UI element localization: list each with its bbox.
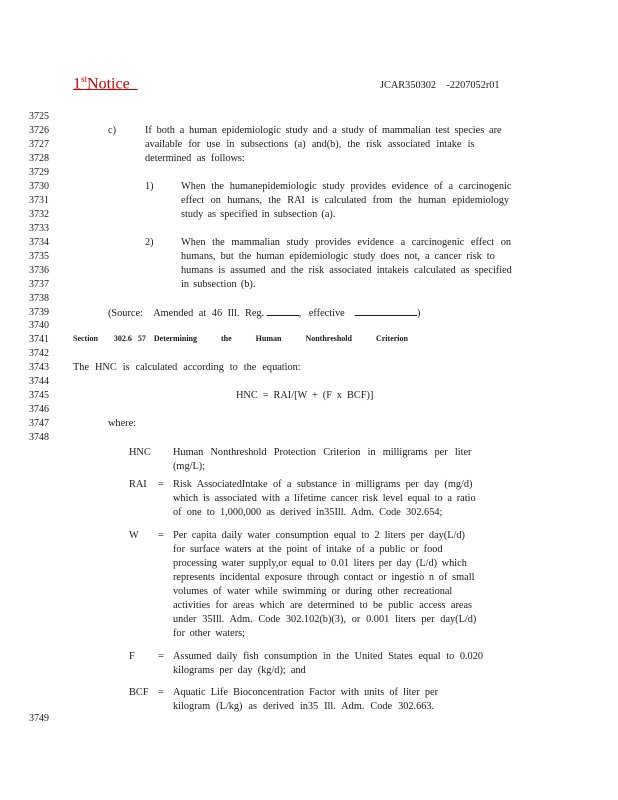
item-2-line: in subsection (b). bbox=[181, 279, 256, 290]
line-number: 3730 bbox=[29, 181, 49, 192]
line-number: 3740 bbox=[29, 320, 49, 331]
source-prefix: (Source: bbox=[108, 308, 143, 319]
doc-id bbox=[380, 79, 500, 92]
definition-line: Risk AssociatedIntake of a substance in milligrams per day (mg/d) bbox=[173, 479, 473, 490]
item-1-line: When the humanepidemiologic study provides evidence of a carcinogenic bbox=[181, 181, 512, 192]
source-note bbox=[108, 306, 420, 320]
source-suffix: ) bbox=[417, 308, 421, 319]
line-number: 3727 bbox=[29, 139, 49, 150]
definition-line: volumes of water while swimming or during other recreational bbox=[173, 586, 453, 597]
effective-date-blank bbox=[355, 306, 417, 316]
line-number: 3744 bbox=[29, 376, 49, 387]
line-number: 3737 bbox=[29, 279, 49, 290]
section-number-suffix: 57 bbox=[137, 334, 146, 343]
definition-line: Human Nonthreshold Protection Criterion in milligrams per liter bbox=[173, 447, 472, 458]
notice-title bbox=[73, 74, 138, 93]
definition-line: processing water supply,or equal to 0.01 liters per day (L/d) which bbox=[173, 558, 467, 569]
definition-term: F bbox=[129, 651, 135, 662]
subsection-c-line: determined as follows: bbox=[145, 153, 245, 164]
section-title: Determining the Human Nonthreshold Criterion bbox=[153, 334, 408, 343]
source-amended: Amended at 46 Ill. Reg. bbox=[153, 308, 265, 319]
hnc-equation: HNC = RAI/[W + (F x BCF)] bbox=[236, 390, 374, 401]
line-number: 3734 bbox=[29, 237, 49, 248]
definition-line: kilograms per day (kg/d); and bbox=[173, 665, 306, 676]
definition-line: (mg/L); bbox=[173, 461, 206, 472]
definition-equals: = bbox=[158, 687, 164, 698]
equation-intro: The HNC is calculated according to the equation: bbox=[73, 362, 301, 373]
definition-line: activities for areas which are determined to be public access areas bbox=[173, 600, 473, 611]
line-number: 3728 bbox=[29, 153, 49, 164]
line-number: 3738 bbox=[29, 293, 49, 304]
source-effective: , effective bbox=[298, 308, 345, 319]
notice-word: Notice bbox=[87, 75, 130, 93]
subsection-c-line: If both a human epidemiologic study and a study of mammalian test species are bbox=[145, 125, 502, 136]
line-number: 3741 bbox=[29, 334, 49, 345]
definition-line: which is associated with a lifetime cancer risk level equal to a ratio bbox=[173, 493, 476, 504]
line-number: 3726 bbox=[29, 125, 49, 136]
line-number: 3742 bbox=[29, 348, 49, 359]
line-number: 3746 bbox=[29, 404, 49, 415]
definition-term: HNC bbox=[129, 447, 151, 458]
notice-ordinal-suffix: st bbox=[81, 74, 88, 84]
line-number: 3725 bbox=[29, 111, 49, 122]
doc-id-code: JCAR350302 bbox=[380, 80, 437, 91]
item-1-line: effect on humans, the RAI is calculated from the human epidemiology bbox=[181, 195, 510, 206]
line-number: 3748 bbox=[29, 432, 49, 443]
item-2-line: humans is assumed and the risk associated intakeis calculated as specified bbox=[181, 265, 512, 276]
where-label: where: bbox=[108, 418, 137, 429]
definition-line: Assumed daily fish consumption in the United States equal to 0.020 bbox=[173, 651, 483, 662]
doc-id-number: -2207052r01 bbox=[446, 80, 500, 91]
item-1-label: 1) bbox=[145, 181, 154, 192]
definition-equals: = bbox=[158, 530, 164, 541]
line-number: 3733 bbox=[29, 223, 49, 234]
definition-equals: = bbox=[158, 479, 164, 490]
definition-line: for surface waters at the point of intake of a public or food bbox=[173, 544, 443, 555]
line-number: 3745 bbox=[29, 390, 49, 401]
definition-line: Per capita daily water consumption equal to 2 liters per day(L/d) bbox=[173, 530, 465, 541]
definition-term: BCF bbox=[129, 687, 149, 698]
item-2-label: 2) bbox=[145, 237, 154, 248]
line-number: 3739 bbox=[29, 307, 49, 318]
definition-term: RAI bbox=[129, 479, 147, 490]
line-number: 3732 bbox=[29, 209, 49, 220]
line-number: 3729 bbox=[29, 167, 49, 178]
line-number: 3735 bbox=[29, 251, 49, 262]
line-number: 3749 bbox=[29, 713, 49, 724]
definition-line: kilogram (L/kg) as derived in35 Ill. Adm. Code 302.663. bbox=[173, 701, 435, 712]
line-number: 3747 bbox=[29, 418, 49, 429]
subsection-c-label: c) bbox=[108, 125, 116, 136]
definition-term: W bbox=[129, 530, 139, 541]
definition-line: of one to 1,000,000 as derived in35Ill. Adm. Code 302.654; bbox=[173, 507, 443, 518]
section-number: 302.6 bbox=[113, 334, 132, 343]
notice-ordinal: 1 bbox=[73, 75, 81, 93]
item-2-line: humans, but the human epidemiologic study does not, a cancer risk to bbox=[181, 251, 495, 262]
definition-line: Aquatic Life Bioconcentration Factor with units of liter per bbox=[173, 687, 438, 698]
definition-line: for other waters; bbox=[173, 628, 246, 639]
line-number: 3731 bbox=[29, 195, 49, 206]
line-number: 3743 bbox=[29, 362, 49, 373]
line-number: 3736 bbox=[29, 265, 49, 276]
definition-line: represents incidental exposure through contact or ingestio n of small bbox=[173, 572, 475, 583]
item-1-line: study as specified in subsection (a). bbox=[181, 209, 336, 220]
section-label: Section bbox=[73, 334, 98, 343]
item-2-line: When the mammalian study provides evidence a carcinogenic effect on bbox=[181, 237, 512, 248]
register-page-blank bbox=[267, 306, 299, 316]
section-heading bbox=[73, 334, 408, 343]
definition-line: under 35Ill. Adm. Code 302.102(b)(3), or 0.001 liters per day(L/d) bbox=[173, 614, 477, 625]
definition-equals: = bbox=[158, 651, 164, 662]
subsection-c-line: available for use in subsections (a) and(b), the risk associated intake is bbox=[145, 139, 475, 150]
